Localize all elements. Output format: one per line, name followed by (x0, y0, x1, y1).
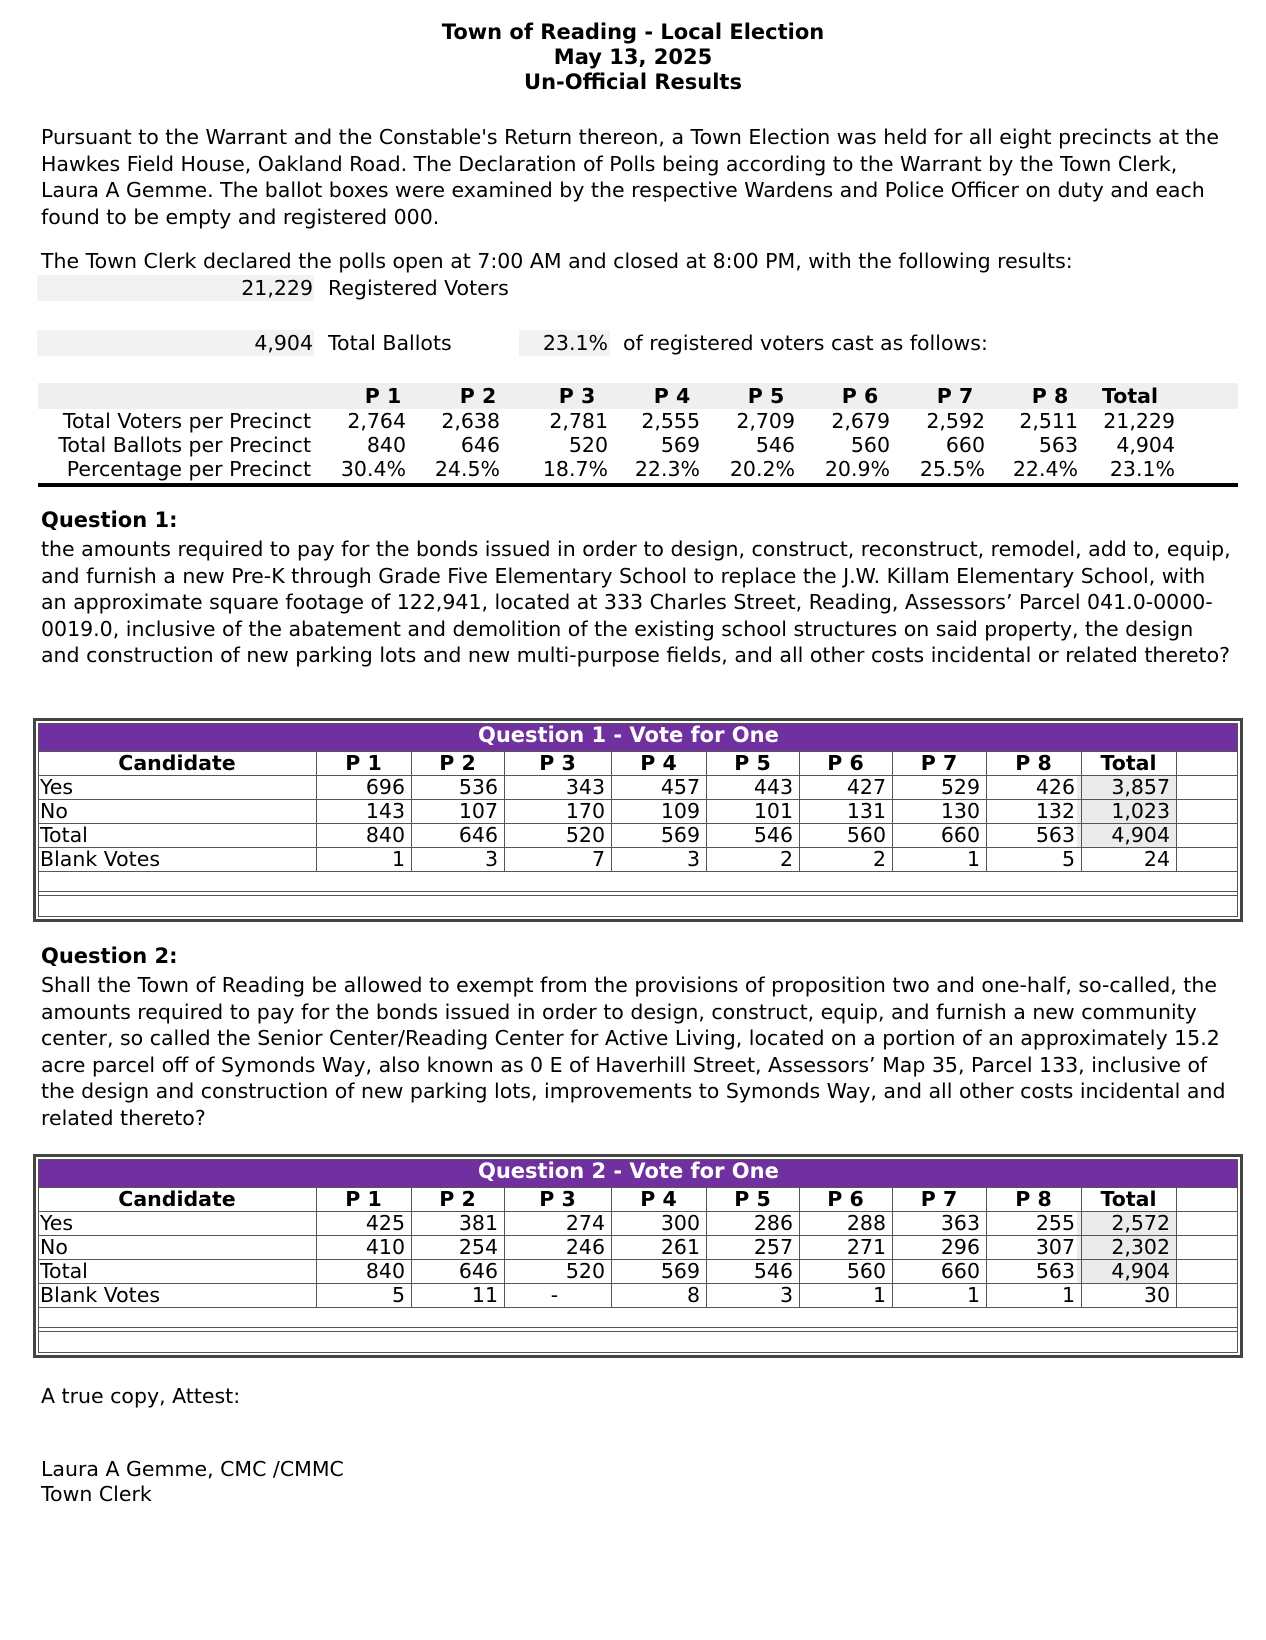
candidate-header: Candidate (118, 1187, 236, 1211)
summary-col-header: P 1 (364, 384, 402, 408)
vote-cell: 660 (940, 823, 980, 847)
vote-cell: 1 (966, 847, 980, 871)
question-1-title: Question 1: (41, 508, 178, 532)
summary-cell: 22.4% (1012, 457, 1078, 481)
vote-cell: 8 (686, 1283, 700, 1307)
summary-cell: 25.5% (919, 457, 985, 481)
vote-cell: 2 (872, 847, 886, 871)
summary-cell: 2,592 (926, 409, 985, 433)
question-2-text: Shall the Town of Reading be allowed to exempt from the provisions of proposition two and one-half, so-called, the amounts required to pay for the bonds issued in order to design, construct, equip, and furnish a new community center, so called the Senior Center/Reading Center for Active Living, located on a portion of an approximately 15.2 acre parcel off of Symonds Way, also known as 0 E of Haverhill Street, Assessors’ Map 35, Parcel 133, inclusive of the design and construction of new parking lots, improvements to Symonds Way, and all other costs incidental and related thereto? (41, 973, 1226, 1130)
vote-cell: 107 (458, 799, 498, 823)
vote-cell: 569 (660, 1259, 700, 1283)
vote-cell: 457 (660, 775, 700, 799)
vote-cell: 7 (591, 847, 605, 871)
table-col-rule (1176, 1187, 1177, 1307)
vote-cell: 546 (753, 1259, 793, 1283)
vote-cell: 1 (872, 1283, 886, 1307)
candidate-label: Yes (40, 775, 74, 799)
vote-cell: 257 (753, 1235, 793, 1259)
total-ballots-label: Total Ballots (328, 331, 452, 355)
vote-cell: 271 (846, 1235, 886, 1259)
summary-cell: 4,904 (1116, 433, 1175, 457)
precinct-header: P 7 (920, 751, 958, 775)
candidate-label: Blank Votes (40, 1283, 161, 1307)
summary-cell: 2,511 (1019, 409, 1078, 433)
summary-cell: 569 (660, 433, 700, 457)
intro-paragraph: Pursuant to the Warrant and the Constable's Return thereon, a Town Election was held for all eight precincts at the Hawkes Field House, Oakland Road. The Declaration of Polls being according to the Warrant by the Town Clerk, Laura A Gemme. The ballot boxes were examined by the respective Wardens and Police Officer on duty and each found to be empty and registered 000. (41, 125, 1219, 229)
summary-cell: 546 (755, 433, 795, 457)
polls-paragraph: The Town Clerk declared the polls open at 7:00 AM and closed at 8:00 PM, with the following results: (41, 249, 1073, 273)
vote-cell: 101 (753, 799, 793, 823)
vote-cell: 840 (365, 1259, 405, 1283)
vote-cell: 30 (1143, 1283, 1170, 1307)
precinct-header: P 4 (640, 751, 677, 775)
vote-cell: 2,302 (1111, 1235, 1170, 1259)
precinct-header: P 8 (1015, 751, 1052, 775)
vote-cell: 546 (753, 823, 793, 847)
vote-cell: 840 (365, 823, 405, 847)
vote-cell: 520 (565, 823, 605, 847)
vote-cell: 296 (940, 1235, 980, 1259)
candidate-label: No (40, 1235, 68, 1259)
question-2-results-table (33, 1154, 1243, 1358)
summary-cell: 30.4% (340, 457, 406, 481)
question-1-text: the amounts required to pay for the bonds issued in order to design, construct, reconstruct, remodel, add to, equip, and furnish a new Pre-K through Grade Five Elementary School to replace the J.W. Killam Elementary School, with an approximate square footage of 122,941, located at 333 Charles Street, Reading, Assessors’ Parcel 041.0-0000-0019.0, inclusive of the abatement and demolition of the existing school structures on said property, the design and construction of new parking lots and new multi-purpose fields, and all other costs incidental or related thereto? (41, 537, 1231, 667)
precinct-header: P 8 (1015, 1187, 1052, 1211)
vote-cell: 3 (484, 847, 498, 871)
question-1-results-table (33, 718, 1243, 922)
precinct-header: P 2 (439, 1187, 476, 1211)
total-ballots-value: 4,904 (254, 331, 313, 355)
table-row-rule (38, 895, 1238, 896)
vote-cell: 1 (1061, 1283, 1075, 1307)
vote-cell: 569 (660, 823, 700, 847)
vote-cell: 426 (1035, 775, 1075, 799)
summary-cell: 660 (945, 433, 985, 457)
summary-col-header: P 4 (653, 384, 691, 408)
summary-cell: 520 (568, 433, 608, 457)
vote-cell: 3 (779, 1283, 793, 1307)
summary-col-header: P 3 (558, 384, 596, 408)
vote-cell: 2,572 (1111, 1211, 1170, 1235)
table-row-rule (38, 1327, 1238, 1328)
summary-cell: 2,709 (736, 409, 795, 433)
precinct-header: Total (1100, 1187, 1157, 1211)
table-row-rule (38, 871, 1238, 872)
registered-voters-value: 21,229 (241, 276, 313, 300)
vote-cell: 536 (458, 775, 498, 799)
candidate-label: Blank Votes (40, 847, 161, 871)
candidate-label: Yes (40, 1211, 74, 1235)
summary-row-label: Total Voters per Precinct (62, 409, 311, 433)
vote-cell: 560 (846, 823, 886, 847)
vote-cell: 560 (846, 1259, 886, 1283)
vote-cell: 254 (458, 1235, 498, 1259)
vote-cell: 410 (365, 1235, 405, 1259)
vote-cell: 529 (940, 775, 980, 799)
vote-cell: 143 (365, 799, 405, 823)
turnout-percent-value: 23.1% (542, 331, 608, 355)
vote-cell: 343 (565, 775, 605, 799)
vote-cell: 646 (458, 823, 498, 847)
vote-cell: 425 (365, 1211, 405, 1235)
table-row-rule (38, 1307, 1238, 1308)
vote-cell: 1,023 (1111, 799, 1170, 823)
summary-row-label: Percentage per Precinct (66, 457, 311, 481)
vote-cell: 696 (365, 775, 405, 799)
summary-cell: 24.5% (434, 457, 500, 481)
vote-cell: 307 (1035, 1235, 1075, 1259)
vote-cell: 427 (846, 775, 886, 799)
precinct-header: P 5 (734, 751, 771, 775)
vote-cell: 255 (1035, 1211, 1075, 1235)
vote-cell: 288 (846, 1211, 886, 1235)
precinct-header: P 1 (345, 1187, 382, 1211)
table-row-rule (38, 891, 1238, 892)
question-2-title: Question 2: (41, 944, 178, 968)
question-2-caption: Question 2 - Vote for One (478, 1159, 779, 1183)
precinct-header: P 3 (539, 751, 576, 775)
vote-cell: 170 (565, 799, 605, 823)
vote-cell: 286 (753, 1211, 793, 1235)
vote-cell: 563 (1035, 1259, 1075, 1283)
vote-cell: 109 (660, 799, 700, 823)
signature-name: Laura A Gemme, CMC /CMMC (41, 1457, 344, 1481)
question-1-caption: Question 1 - Vote for One (478, 723, 779, 747)
candidate-label: Total (40, 823, 88, 847)
vote-cell: 3 (686, 847, 700, 871)
vote-cell: 363 (940, 1211, 980, 1235)
summary-cell: 20.2% (729, 457, 795, 481)
summary-col-header: P 2 (459, 384, 497, 408)
vote-cell: 130 (940, 799, 980, 823)
precinct-header: P 1 (345, 751, 382, 775)
candidate-label: No (40, 799, 68, 823)
vote-cell: 3,857 (1111, 775, 1170, 799)
vote-cell: 1 (391, 847, 405, 871)
precinct-header: P 7 (920, 1187, 958, 1211)
summary-col-header: P 5 (747, 384, 785, 408)
vote-cell: 4,904 (1111, 1259, 1170, 1283)
vote-cell: 520 (565, 1259, 605, 1283)
turnout-percent-label: of registered voters cast as follows: (623, 331, 988, 355)
summary-cell: 560 (850, 433, 890, 457)
precinct-header: P 3 (539, 1187, 576, 1211)
candidate-label: Total (40, 1259, 88, 1283)
vote-cell: 11 (471, 1283, 498, 1307)
vote-cell: 274 (565, 1211, 605, 1235)
summary-col-header: P 7 (936, 384, 974, 408)
attest-line: A true copy, Attest: (41, 1384, 241, 1408)
summary-cell: 18.7% (542, 457, 608, 481)
table-col-rule (1176, 751, 1177, 871)
summary-cell: 840 (366, 433, 406, 457)
vote-cell: 4,904 (1111, 823, 1170, 847)
summary-cell: 563 (1038, 433, 1078, 457)
summary-cell: 2,679 (831, 409, 890, 433)
vote-cell: 5 (391, 1283, 405, 1307)
summary-cell: 2,555 (641, 409, 700, 433)
vote-cell: 132 (1035, 799, 1075, 823)
vote-cell: - (550, 1283, 559, 1307)
summary-col-header: P 8 (1031, 384, 1069, 408)
precinct-header: Total (1100, 751, 1157, 775)
precinct-header: P 6 (827, 751, 864, 775)
candidate-header: Candidate (118, 751, 236, 775)
summary-cell: 21,229 (1103, 409, 1175, 433)
header-date: May 13, 2025 (553, 45, 713, 69)
registered-voters-label: Registered Voters (328, 276, 509, 300)
summary-cell: 22.3% (634, 457, 700, 481)
header-title: Town of Reading - Local Election (441, 20, 825, 44)
precinct-header: P 4 (640, 1187, 677, 1211)
table-row-rule (38, 1331, 1238, 1332)
vote-cell: 563 (1035, 823, 1075, 847)
precinct-header: P 5 (734, 1187, 771, 1211)
vote-cell: 24 (1143, 847, 1170, 871)
summary-col-header: Total (1101, 384, 1158, 408)
summary-bottom-rule (38, 483, 1238, 487)
summary-cell: 2,781 (549, 409, 608, 433)
document-header (0, 20, 1266, 95)
header-status: Un-Official Results (524, 70, 742, 94)
summary-cell: 23.1% (1109, 457, 1175, 481)
vote-cell: 381 (458, 1211, 498, 1235)
summary-cell: 2,764 (347, 409, 406, 433)
vote-cell: 443 (753, 775, 793, 799)
vote-cell: 131 (846, 799, 886, 823)
summary-row-label: Total Ballots per Precinct (58, 433, 311, 457)
vote-cell: 660 (940, 1259, 980, 1283)
vote-cell: 2 (779, 847, 793, 871)
vote-cell: 261 (660, 1235, 700, 1259)
vote-cell: 300 (660, 1211, 700, 1235)
summary-col-header: P 6 (841, 384, 879, 408)
vote-cell: 5 (1061, 847, 1075, 871)
signature-title: Town Clerk (41, 1482, 152, 1506)
summary-cell: 20.9% (824, 457, 890, 481)
vote-cell: 1 (966, 1283, 980, 1307)
vote-cell: 646 (458, 1259, 498, 1283)
summary-cell: 2,638 (441, 409, 500, 433)
precinct-summary-table (38, 383, 1238, 483)
summary-cell: 646 (460, 433, 500, 457)
vote-cell: 246 (565, 1235, 605, 1259)
precinct-header: P 6 (827, 1187, 864, 1211)
precinct-header: P 2 (439, 751, 476, 775)
